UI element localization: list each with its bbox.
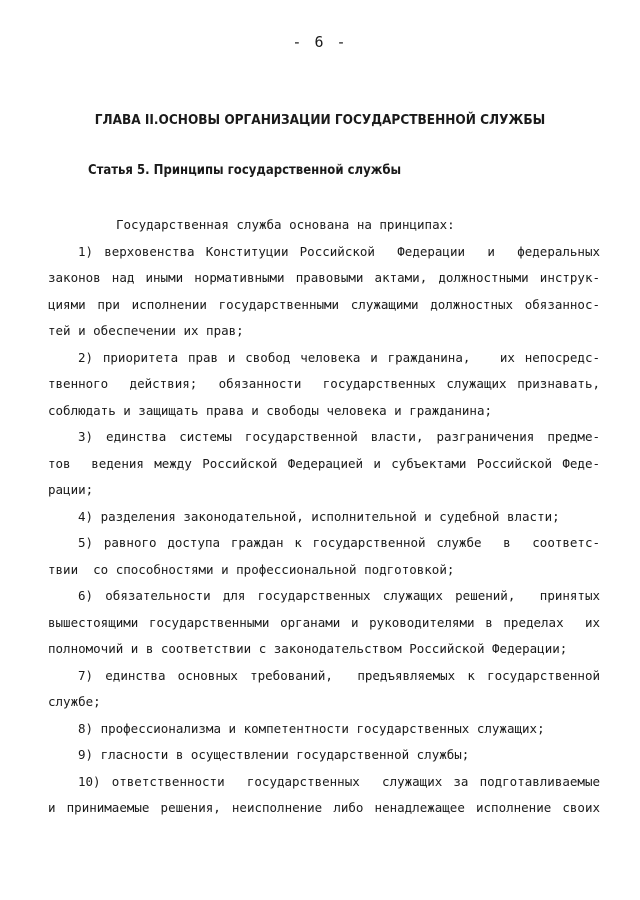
text-line: 3) единства системы государственной власти, разграничения предме- <box>78 429 600 444</box>
text-line: 10) ответственности государственных служащих за подготавливаемые <box>78 773 600 789</box>
article-title: Статья 5. Принципы государственной службы <box>88 163 402 178</box>
text-line: службе; <box>48 694 101 709</box>
text-line: 2) приоритета прав и свобод человека и гражданина, их непосредс- <box>78 349 600 365</box>
text-line: тей и обеспечении их прав; <box>48 323 244 338</box>
text-line: вышестоящими государственными органами и руководителями в пределах их <box>48 614 600 630</box>
text-line: 1) верховенства Конституции Российской Федерации и федеральных <box>78 243 600 259</box>
text-line: твенного действия; обязанности государственных служащих признавать, <box>48 376 600 391</box>
text-line: тов ведения между Российской Федерацией и субъектами Российской Феде- <box>48 455 600 471</box>
text-line: 7) единства основных требований, предъявляемых к государственной <box>78 667 600 683</box>
text-line: соблюдать и защищать права и свободы человека и гражданина; <box>48 402 493 418</box>
principles-list <box>48 239 600 822</box>
text-line: полномочий и в соответствии с законодательством Российской Федерации; <box>48 641 568 656</box>
article-body <box>48 212 600 822</box>
chapter-title: ГЛАВА II.ОСНОВЫ ОРГАНИЗАЦИИ ГОСУДАРСТВЕННОЙ СЛУЖБЫ <box>94 112 546 128</box>
text-line: твии со способностями и профессиональной подготовкой; <box>48 561 455 577</box>
text-line: 6) обязательности для государственных служащих решений, принятых <box>78 588 600 603</box>
text-line: 8) профессионализма и компетентности государственных служащих; <box>78 720 545 736</box>
text-line: 9) гласности в осуществлении государственной службы; <box>78 747 470 762</box>
text-line: 4) разделения законодательной, исполнительной и судебной власти; <box>78 508 560 524</box>
text-line: и принимаемые решения, неисполнение либо ненадлежащее исполнение своих <box>48 800 600 815</box>
page-number: - 6 - <box>292 33 348 51</box>
text-line: 5) равного доступа граждан к государственной службе в соответс- <box>78 535 600 550</box>
text-line: рации; <box>48 482 94 497</box>
text-line: законов над иными нормативными правовыми актами, должностными инструк- <box>48 270 600 285</box>
text-line: циями при исполнении государственными служащими должностных обязаннос- <box>48 296 600 312</box>
intro-line: Государственная служба основана на принципах: <box>116 217 455 232</box>
